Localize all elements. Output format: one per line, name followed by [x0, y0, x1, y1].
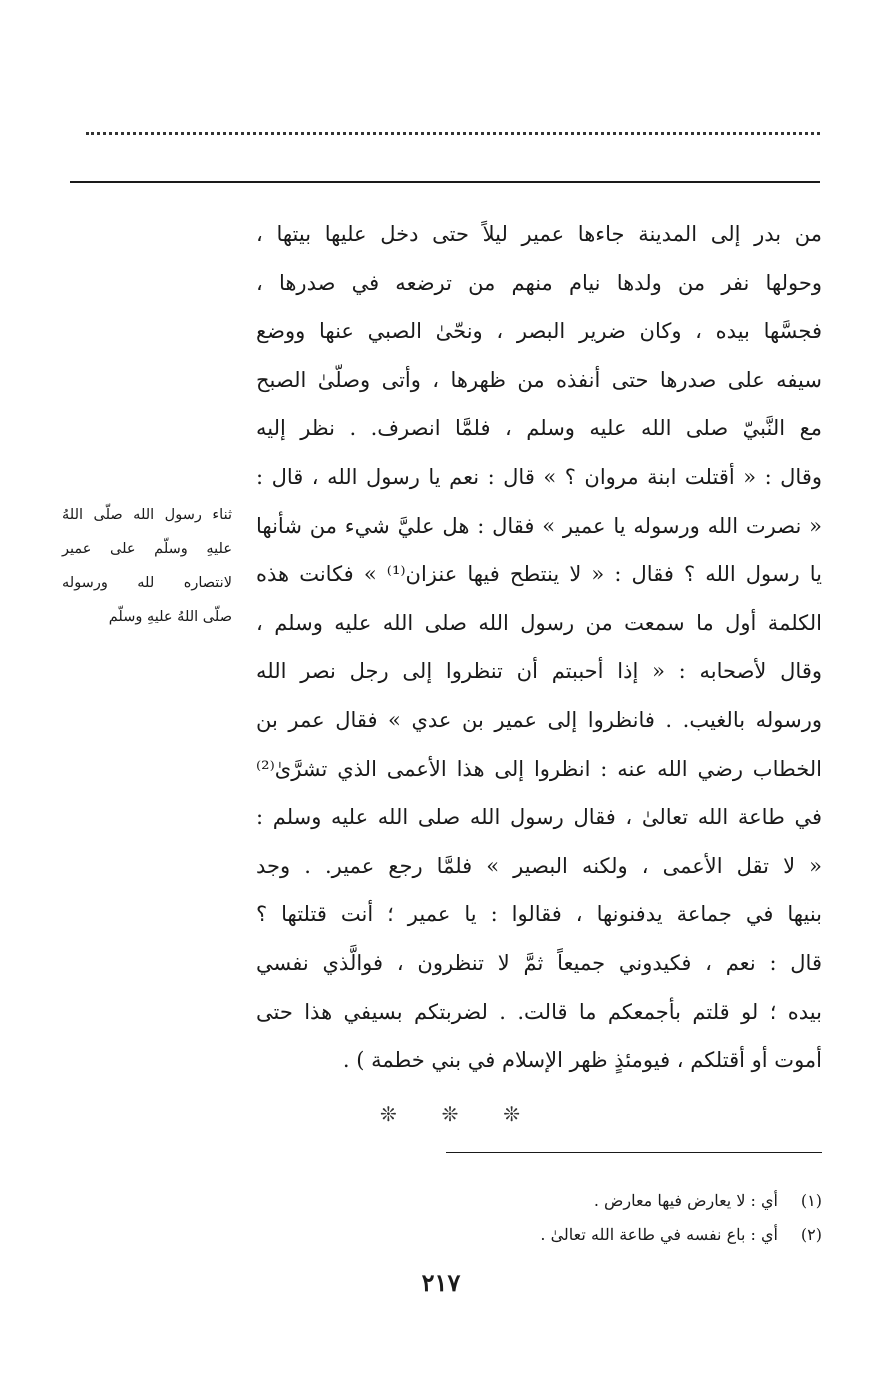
- text-line: بيده ؛ لو قلتم بأجمعكم ما قالت. . لضربتكم بسيفي هذا حتى: [256, 999, 822, 1024]
- margin-note-line: لانتصاره لله ورسوله: [62, 575, 232, 591]
- footnote-number: (١): [800, 1191, 822, 1210]
- section-separator: [380, 1102, 520, 1126]
- margin-note-line: عليهِ وسلّم على عمير: [62, 541, 232, 557]
- header-dotted-rule: [86, 132, 820, 135]
- text-line: فجسَّها بيده ، وكان ضرير البصر ، ونحّىٰ الصبي عنها ووضع: [256, 319, 822, 344]
- asterism-icon: ❊: [441, 1102, 459, 1126]
- page-number: ٢١٧: [421, 1268, 461, 1297]
- margin-note-line: ثناء رسول الله صلّى اللهُ: [62, 507, 232, 523]
- footnote-number: (٢): [800, 1225, 822, 1244]
- footnote-text: أي : لا يعارض فيها معارض .: [593, 1191, 778, 1210]
- text-line: وحولها نفر من ولدها نيام منهم من ترضعه في صدرها ،: [256, 270, 822, 295]
- footnote: [420, 1184, 822, 1218]
- text-line: وقال : « أقتلت ابنة مروان ؟ » قال : نعم يا رسول الله ، قال :: [256, 464, 822, 489]
- text-line: الخطاب رضي الله عنه : انظروا إلى هذا الأعمى الذي تشرَّىٰ⁽²⁾: [256, 756, 822, 781]
- text-line: يا رسول الله ؟ فقال : « لا ينتطح فيها عنزان⁽¹⁾ » فكانت هذه: [256, 562, 822, 587]
- header-rule: [70, 181, 820, 183]
- text-line: قال : نعم ، فكيدوني جميعاً ثمَّ لا تنظرون ، فوالَّذي نفسي: [256, 950, 822, 975]
- footnote-rule: [446, 1152, 822, 1153]
- text-line: أموت أو أقتلكم ، فيومئذٍ ظهر الإسلام في بني خطمة ) .: [342, 1048, 822, 1073]
- margin-note-line: صلّى اللهُ عليهِ وسلّم: [108, 609, 232, 625]
- text-line: ورسوله بالغيب. . فانظروا إلى عمير بن عدي » فقال عمر بن: [256, 707, 822, 732]
- text-line: الكلمة أول ما سمعت من رسول الله صلى الله عليه وسلم ،: [256, 610, 822, 635]
- main-text-body: [256, 210, 822, 1085]
- asterism-icon: ❊: [503, 1102, 520, 1126]
- text-line: « نصرت الله ورسوله يا عمير » فقال : هل عليَّ شيء من شأنها: [256, 513, 822, 538]
- footnotes: [420, 1184, 822, 1252]
- margin-note: [62, 498, 232, 634]
- asterism-icon: ❊: [380, 1102, 397, 1126]
- footnote-text: أي : باع نفسه في طاعة الله تعالىٰ .: [540, 1225, 778, 1244]
- text-line: وقال لأصحابه : « إذا أحببتم أن تنظروا إلى رجل نصر الله: [256, 659, 822, 684]
- footnote: [420, 1218, 822, 1252]
- text-line: من بدر إلى المدينة جاءها عمير ليلاً حتى دخل عليها بيتها ،: [256, 222, 822, 246]
- text-line: بنيها في جماعة يدفنونها ، فقالوا : يا عمير ؛ أنت قتلتها ؟: [256, 902, 822, 927]
- text-line: مع النَّبيّ صلى الله عليه وسلم ، فلمَّا انصرف. . نظر إليه: [256, 416, 822, 441]
- text-line: في طاعة الله تعالىٰ ، فقال رسول الله صلى الله عليه وسلم :: [256, 805, 822, 830]
- text-line: سيفه على صدرها حتى أنفذه من ظهرها ، وأتى وصلّىٰ الصبح: [256, 367, 822, 392]
- text-line: « لا تقل الأعمى ، ولكنه البصير » فلمَّا رجع عمير. . وجد: [256, 853, 822, 878]
